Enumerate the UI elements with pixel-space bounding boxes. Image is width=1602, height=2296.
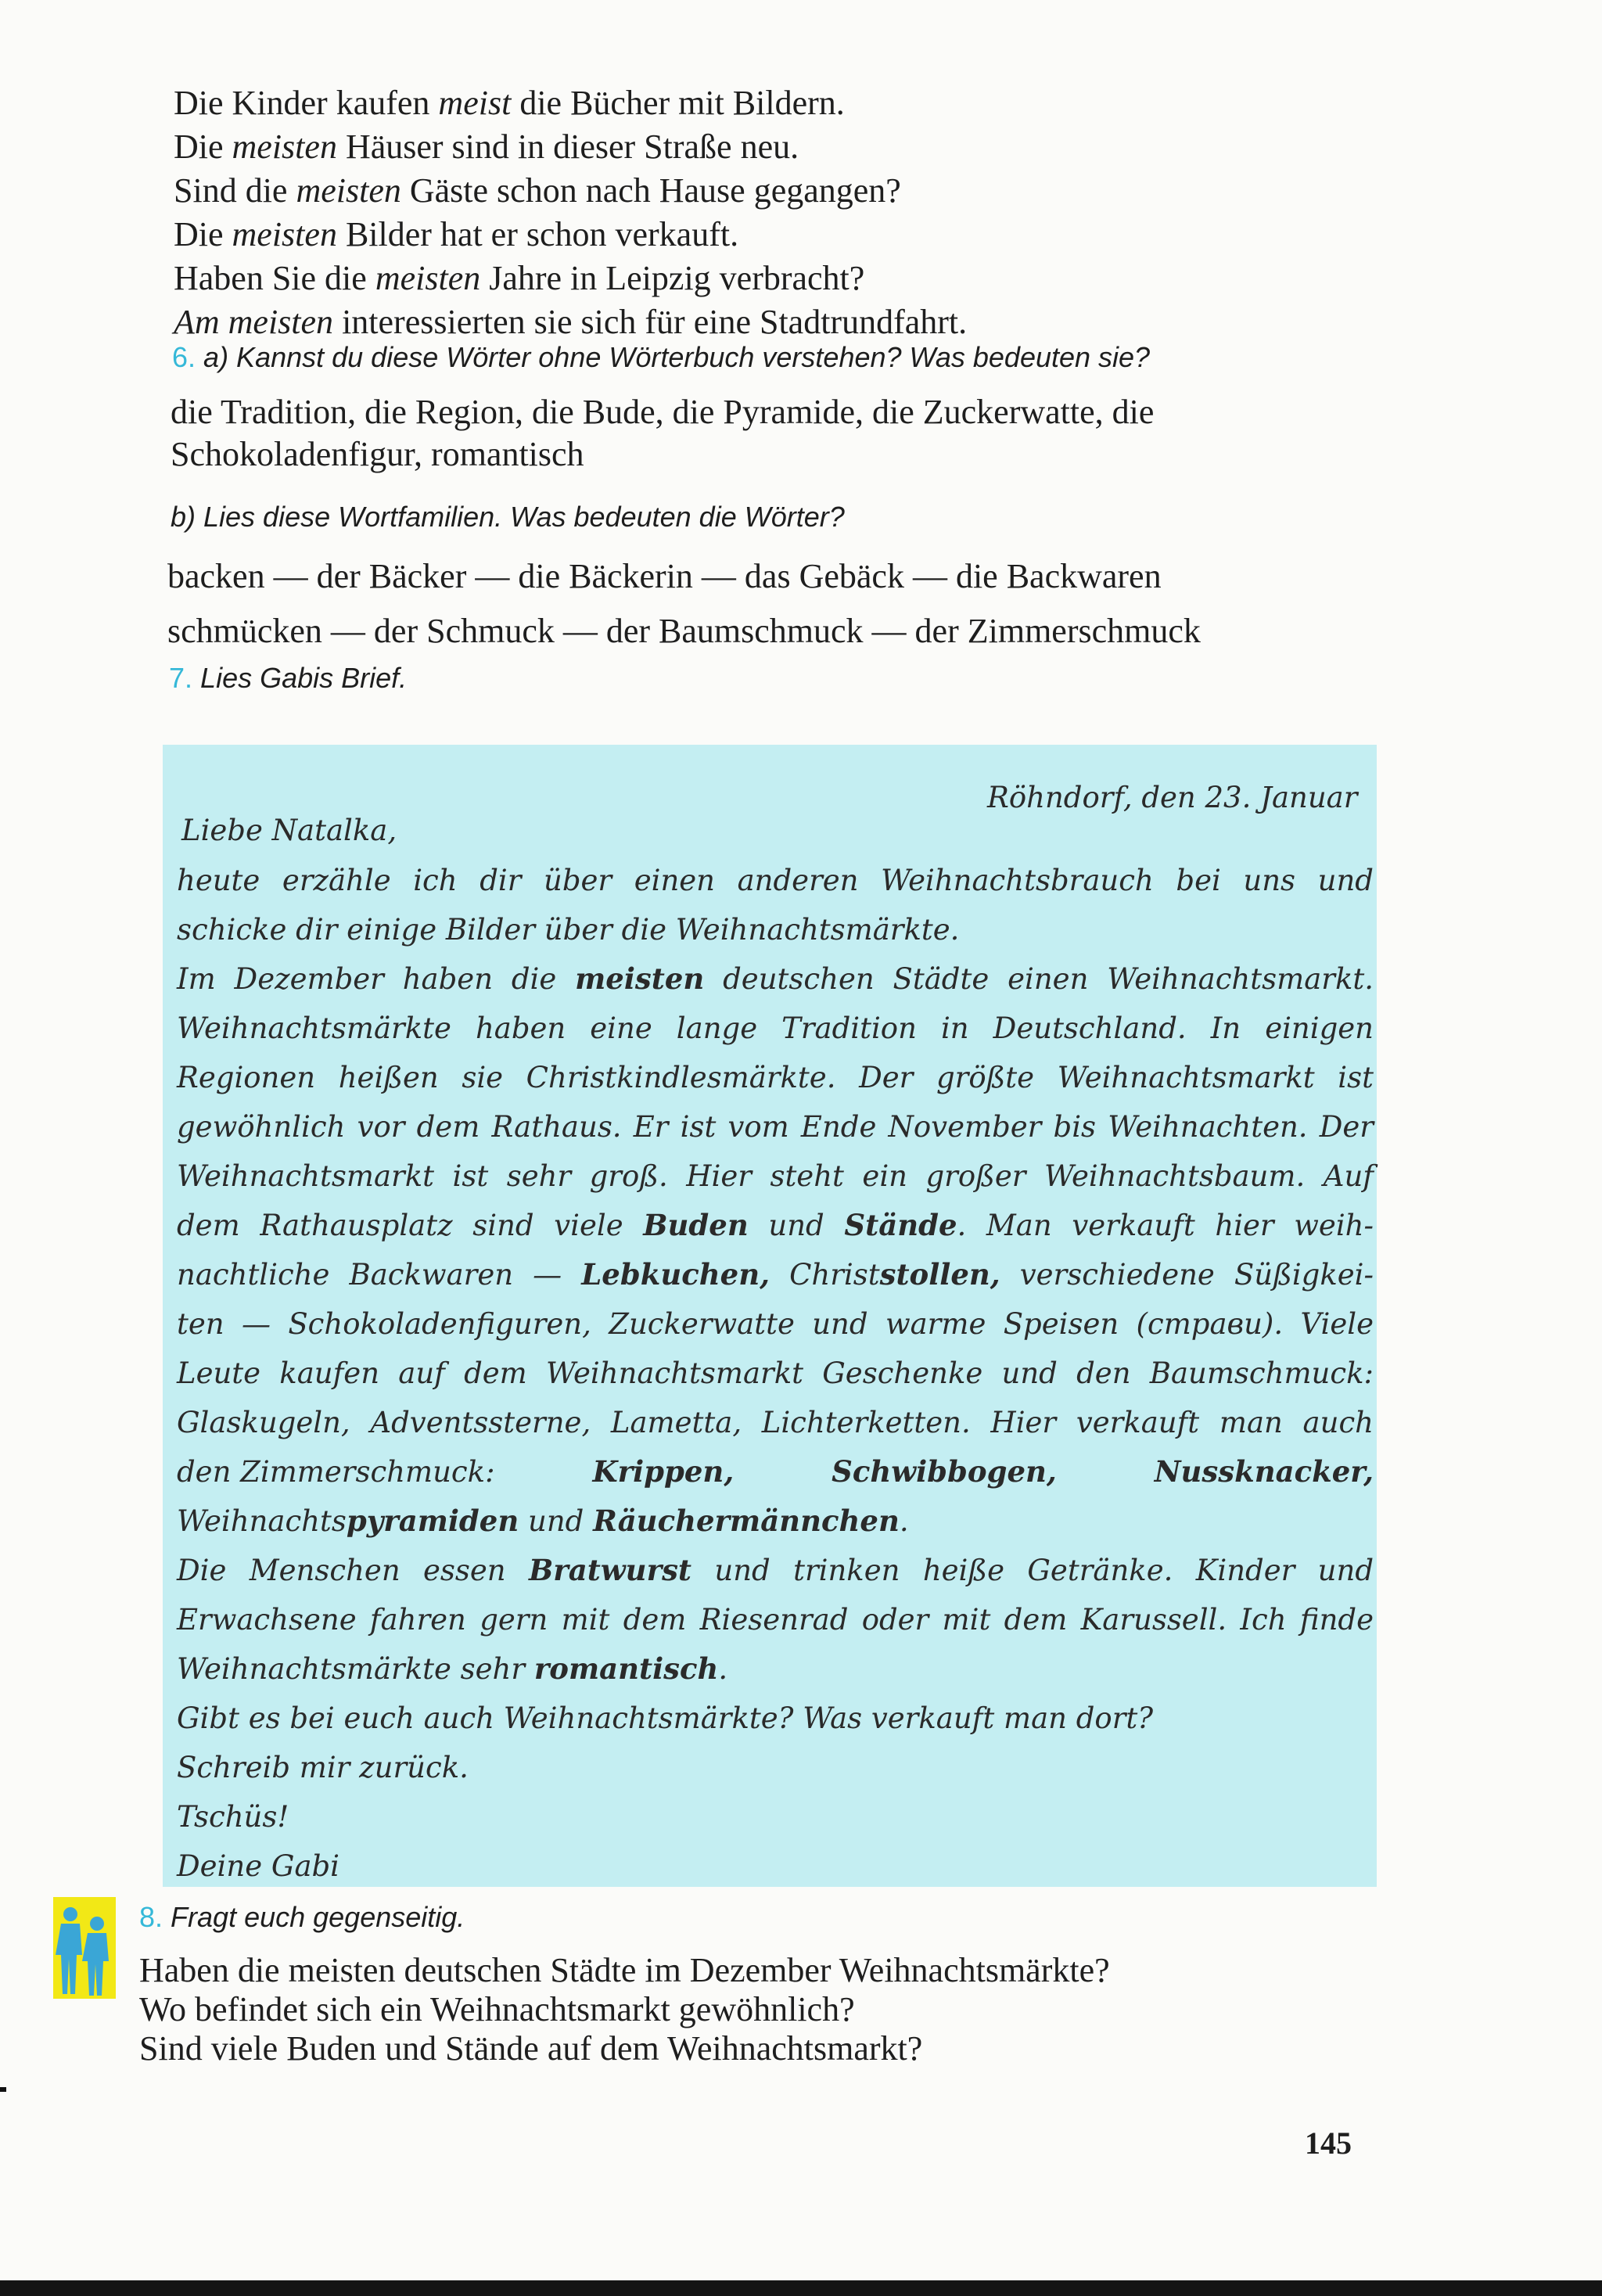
example-line: Am meisten interessierten sie sich für eine Stadtrundfahrt. <box>174 303 968 341</box>
letter-body <box>177 856 1374 1891</box>
pair-work-icon <box>53 1897 116 1999</box>
letter-greeting: Liebe Natalka, <box>181 814 397 847</box>
letter-line: Glaskugeln, Adventssterne, Lametta, Lichterketten. Hier verkauft man auch <box>177 1406 1374 1439</box>
letter-line: Schreib mir zurück. <box>177 1751 469 1784</box>
letter-line: schicke dir einige Bilder über die Weihnachtsmärkte. <box>177 913 960 947</box>
page-number: 145 <box>1305 2125 1352 2161</box>
letter-line: Tschüs! <box>177 1800 289 1834</box>
exercise-6-b-wordfamilies: backen — der Bäcker — die Bäckerin — das Gebäck — die Backwaren schmücken — der Schmuck — der Baumschmuck — der Zimmerschmuck <box>167 557 1201 650</box>
example-line: Haben Sie die meisten Jahre in Leipzig verbracht? <box>174 259 865 297</box>
letter-line: Regionen heißen sie Christkindlesmärkte. Der größte Weihnachtsmarkt ist <box>177 1061 1374 1094</box>
exercise-6-number: 6. <box>172 341 196 373</box>
exercise-7-number: 7. <box>169 662 193 694</box>
letter-line: Leute kaufen auf dem Weihnachtsmarkt Geschenke und den Baumschmuck: <box>177 1356 1374 1390</box>
letter-line: heute erzähle ich dir über einen anderen Weihnachtsbrauch bei uns und <box>177 864 1374 897</box>
question-line: Wo befindet sich ein Weihnachtsmarkt gewöhnlich? <box>139 1990 855 2028</box>
letter-line: gewöhnlich vor dem Rathaus. Er ist vom Ende November bis Weihnachten. Der <box>177 1110 1374 1144</box>
example-line: Die meisten Häuser sind in dieser Straße neu. <box>174 128 799 166</box>
exercise-8-questions <box>139 1951 1110 2068</box>
letter-line: Gibt es bei euch auch Weihnachtsmärkte? Was verkauft man dort? <box>177 1701 1154 1735</box>
letter-line: nachtliche Backwaren — Lebkuchen, Christstollen, verschiedene Süßigkei- <box>177 1257 1374 1292</box>
letter-line: Weihnachtsmärkte sehr romantisch. <box>177 1651 728 1686</box>
question-line: Sind viele Buden und Stände auf dem Weihnachtsmarkt? <box>139 2029 923 2068</box>
example-line: Die Kinder kaufen meist die Bücher mit Bildern. <box>174 84 845 122</box>
letter-line: Weihnachtsmarkt ist sehr groß. Hier steht ein großer Weihnachtsbaum. Auf <box>177 1159 1374 1193</box>
letter-line: dem Rathausplatz sind viele Buden und Stände. Man verkauft hier weih- <box>177 1208 1374 1242</box>
exercise-8-number: 8. <box>139 1901 163 1933</box>
exercise-6-b-instruction: b) Lies diese Wortfamilien. Was bedeuten die Wörter? <box>171 501 845 533</box>
letter-line: Weihnachtspyramiden und Räuchermännchen. <box>177 1504 909 1538</box>
letter-signature: Deine Gabi <box>177 1849 340 1883</box>
exercise-7-instruction: 7. Lies Gabis Brief. <box>169 662 408 694</box>
exercise-6-a-words: die Tradition, die Region, die Bude, die Pyramide, die Zuckerwatte, die Schokoladenfigur, romantisch <box>171 393 1155 473</box>
exercise-6-a-instruction: 6. a) Kannst du diese Wörter ohne Wörterbuch verstehen? Was bedeuten sie? <box>172 341 1151 373</box>
margin-mark <box>0 2087 6 2092</box>
exercise-8-instruction: 8. Fragt euch gegenseitig. <box>139 1901 465 1933</box>
letter-place-date: Röhndorf, den 23. Januar <box>987 781 1358 814</box>
question-line: Haben die meisten deutschen Städte im Dezember Weihnachtsmärkte? <box>139 1951 1110 1989</box>
example-sentences <box>174 81 967 344</box>
example-line: Die meisten Bilder hat er schon verkauft. <box>174 215 739 253</box>
letter-line: ten — Schokoladenfiguren, Zuckerwatte und warme Speisen (страви). Viele <box>177 1307 1374 1341</box>
example-line: Sind die meisten Gäste schon nach Hause gegangen? <box>174 171 901 210</box>
letter-line: den Zimmerschmuck: Krippen, Schwibbogen, Nussknacker, <box>177 1454 1374 1489</box>
letter-line: Die Menschen essen Bratwurst und trinken heiße Getränke. Kinder und <box>177 1553 1374 1587</box>
letter-line: Im Dezember haben die meisten deutschen Städte einen Weihnachtsmarkt. <box>177 961 1374 996</box>
bottom-edge <box>0 2280 1602 2296</box>
letter-line: Weihnachtsmärkte haben eine lange Tradition in Deutschland. In einigen <box>177 1011 1374 1045</box>
letter-line: Erwachsene fahren gern mit dem Riesenrad oder mit dem Karussell. Ich finde <box>177 1603 1374 1637</box>
